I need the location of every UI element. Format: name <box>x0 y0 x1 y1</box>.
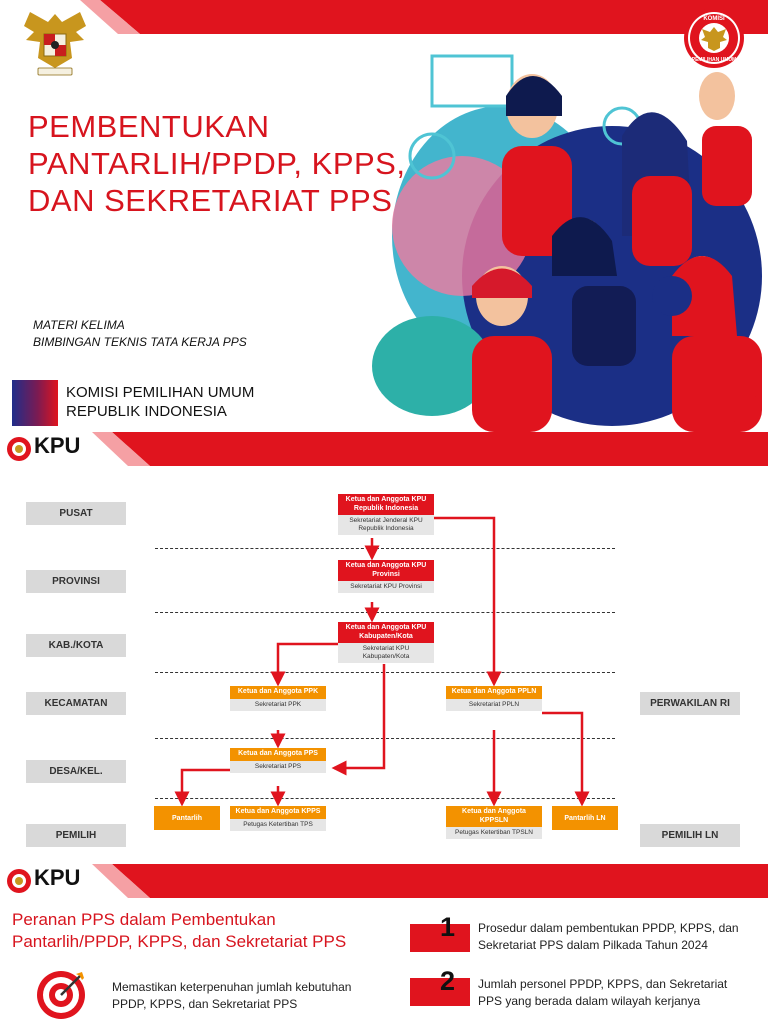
box-kpu-ri-secretariat: Sekretariat Jenderal KPU Republik Indonesia <box>338 515 434 535</box>
garuda-emblem-icon <box>20 6 90 80</box>
box-kpu-provinsi-title: Ketua dan Anggota KPU Provinsi <box>338 560 434 581</box>
box-ppln <box>446 686 542 711</box>
role-slide <box>0 864 768 1024</box>
box-kpu-kabkota <box>338 622 434 663</box>
header-red-bar <box>0 864 768 898</box>
top-red-bar <box>0 0 768 34</box>
box-kpps <box>230 806 326 831</box>
section-title-line-2: Pantarlih/PPDP, KPPS, dan Sekretariat PPS <box>12 932 347 951</box>
level-perwakilan: PERWAKILAN RI <box>640 692 740 715</box>
list-item-1 <box>478 920 763 954</box>
box-pps <box>230 748 326 773</box>
org-line-1: KOMISI PEMILIHAN UMUM <box>66 384 255 401</box>
level-pemilih-ln: PEMILIH LN <box>640 824 740 847</box>
header-kpu-label: KPU <box>34 865 81 890</box>
box-kpu-kabkota-title: Ketua dan Anggota KPU Kabupaten/Kota <box>338 622 434 643</box>
box-kppsln-title: Ketua dan Anggota KPPSLN <box>446 806 542 827</box>
number-1: 1 <box>440 912 456 942</box>
subtitle-2: BIMBINGAN TEKNIS TATA KERJA PPS <box>33 335 247 349</box>
level-provinsi: PROVINSI <box>26 570 126 593</box>
level-desa: DESA/KEL. <box>26 760 126 783</box>
box-kpu-provinsi-secretariat: Sekretariat KPU Provinsi <box>338 581 434 593</box>
level-pemilih: PEMILIH <box>26 824 126 847</box>
list-item-2-line-1: Jumlah personel PPDP, KPPS, dan Sekretariat <box>478 977 728 991</box>
org-chart-slide <box>0 432 768 864</box>
box-ppk-secretariat: Sekretariat PPK <box>230 699 326 711</box>
box-ppk <box>230 686 326 711</box>
title-line-2: PANTARLIH/PPDP, KPPS, <box>28 146 406 181</box>
box-ppln-secretariat: Sekretariat PPLN <box>446 699 542 711</box>
box-kpps-officer: Petugas Ketertiban TPS <box>230 819 326 831</box>
number-2: 2 <box>440 966 456 996</box>
header-kpu-label: KPU <box>34 433 81 458</box>
gradient-square <box>12 380 58 426</box>
box-kpu-kabkota-secretariat: Sekretariat KPU Kabupaten/Kota <box>338 643 434 663</box>
box-kppsln <box>446 806 542 839</box>
section-title-line-1: Peranan PPS dalam Pembentukan <box>12 910 276 929</box>
role-description-line-2: PPDP, KPPS, dan Sekretariat PPS <box>112 997 298 1011</box>
box-ppln-title: Ketua dan Anggota PPLN <box>446 686 542 699</box>
list-item-1-line-2: Sekretariat PPS dalam Pilkada Tahun 2024 <box>478 938 708 952</box>
box-kpu-provinsi <box>338 560 434 593</box>
svg-text:KOMISI: KOMISI <box>703 16 725 22</box>
box-pps-secretariat: Sekretariat PPS <box>230 761 326 773</box>
crowd-illustration <box>372 36 768 432</box>
role-description <box>112 979 392 1013</box>
level-kecamatan: KECAMATAN <box>26 692 126 715</box>
role-description-line-1: Memastikan keterpenuhan jumlah kebutuhan <box>112 980 352 994</box>
title-line-3: DAN SEKRETARIAT PPS <box>28 183 393 218</box>
box-kppsln-officer: Petugas Ketertiban TPSLN <box>446 827 542 839</box>
subtitle-1: MATERI KELIMA <box>33 318 125 332</box>
box-kpu-ri-title: Ketua dan Anggota KPU Republik Indonesia <box>338 494 434 515</box>
kpu-logo-icon <box>6 868 32 894</box>
title-line-1: PEMBENTUKAN <box>28 109 270 144</box>
box-kpps-title: Ketua dan Anggota KPPS <box>230 806 326 819</box>
box-kpu-ri <box>338 494 434 535</box>
box-ppk-title: Ketua dan Anggota PPK <box>230 686 326 699</box>
org-line-2: REPUBLIK INDONESIA <box>66 403 227 420</box>
box-pantarlih-ln: Pantarlih LN <box>552 806 618 830</box>
list-item-1-line-1: Prosedur dalam pembentukan PPDP, KPPS, dan <box>478 921 739 935</box>
level-kabkota: KAB./KOTA <box>26 634 126 657</box>
section-title <box>12 909 412 953</box>
target-icon <box>36 970 86 1020</box>
list-item-2 <box>478 976 763 1010</box>
slide-title <box>28 108 408 219</box>
box-pantarlih: Pantarlih <box>154 806 220 830</box>
box-pps-title: Ketua dan Anggota PPS <box>230 748 326 761</box>
level-pusat: PUSAT <box>26 502 126 525</box>
list-item-2-line-2: PPS yang berada dalam wilayah kerjanya <box>478 994 701 1008</box>
svg-text:PEMILIHAN UMUM: PEMILIHAN UMUM <box>691 57 737 63</box>
title-slide <box>0 0 768 432</box>
